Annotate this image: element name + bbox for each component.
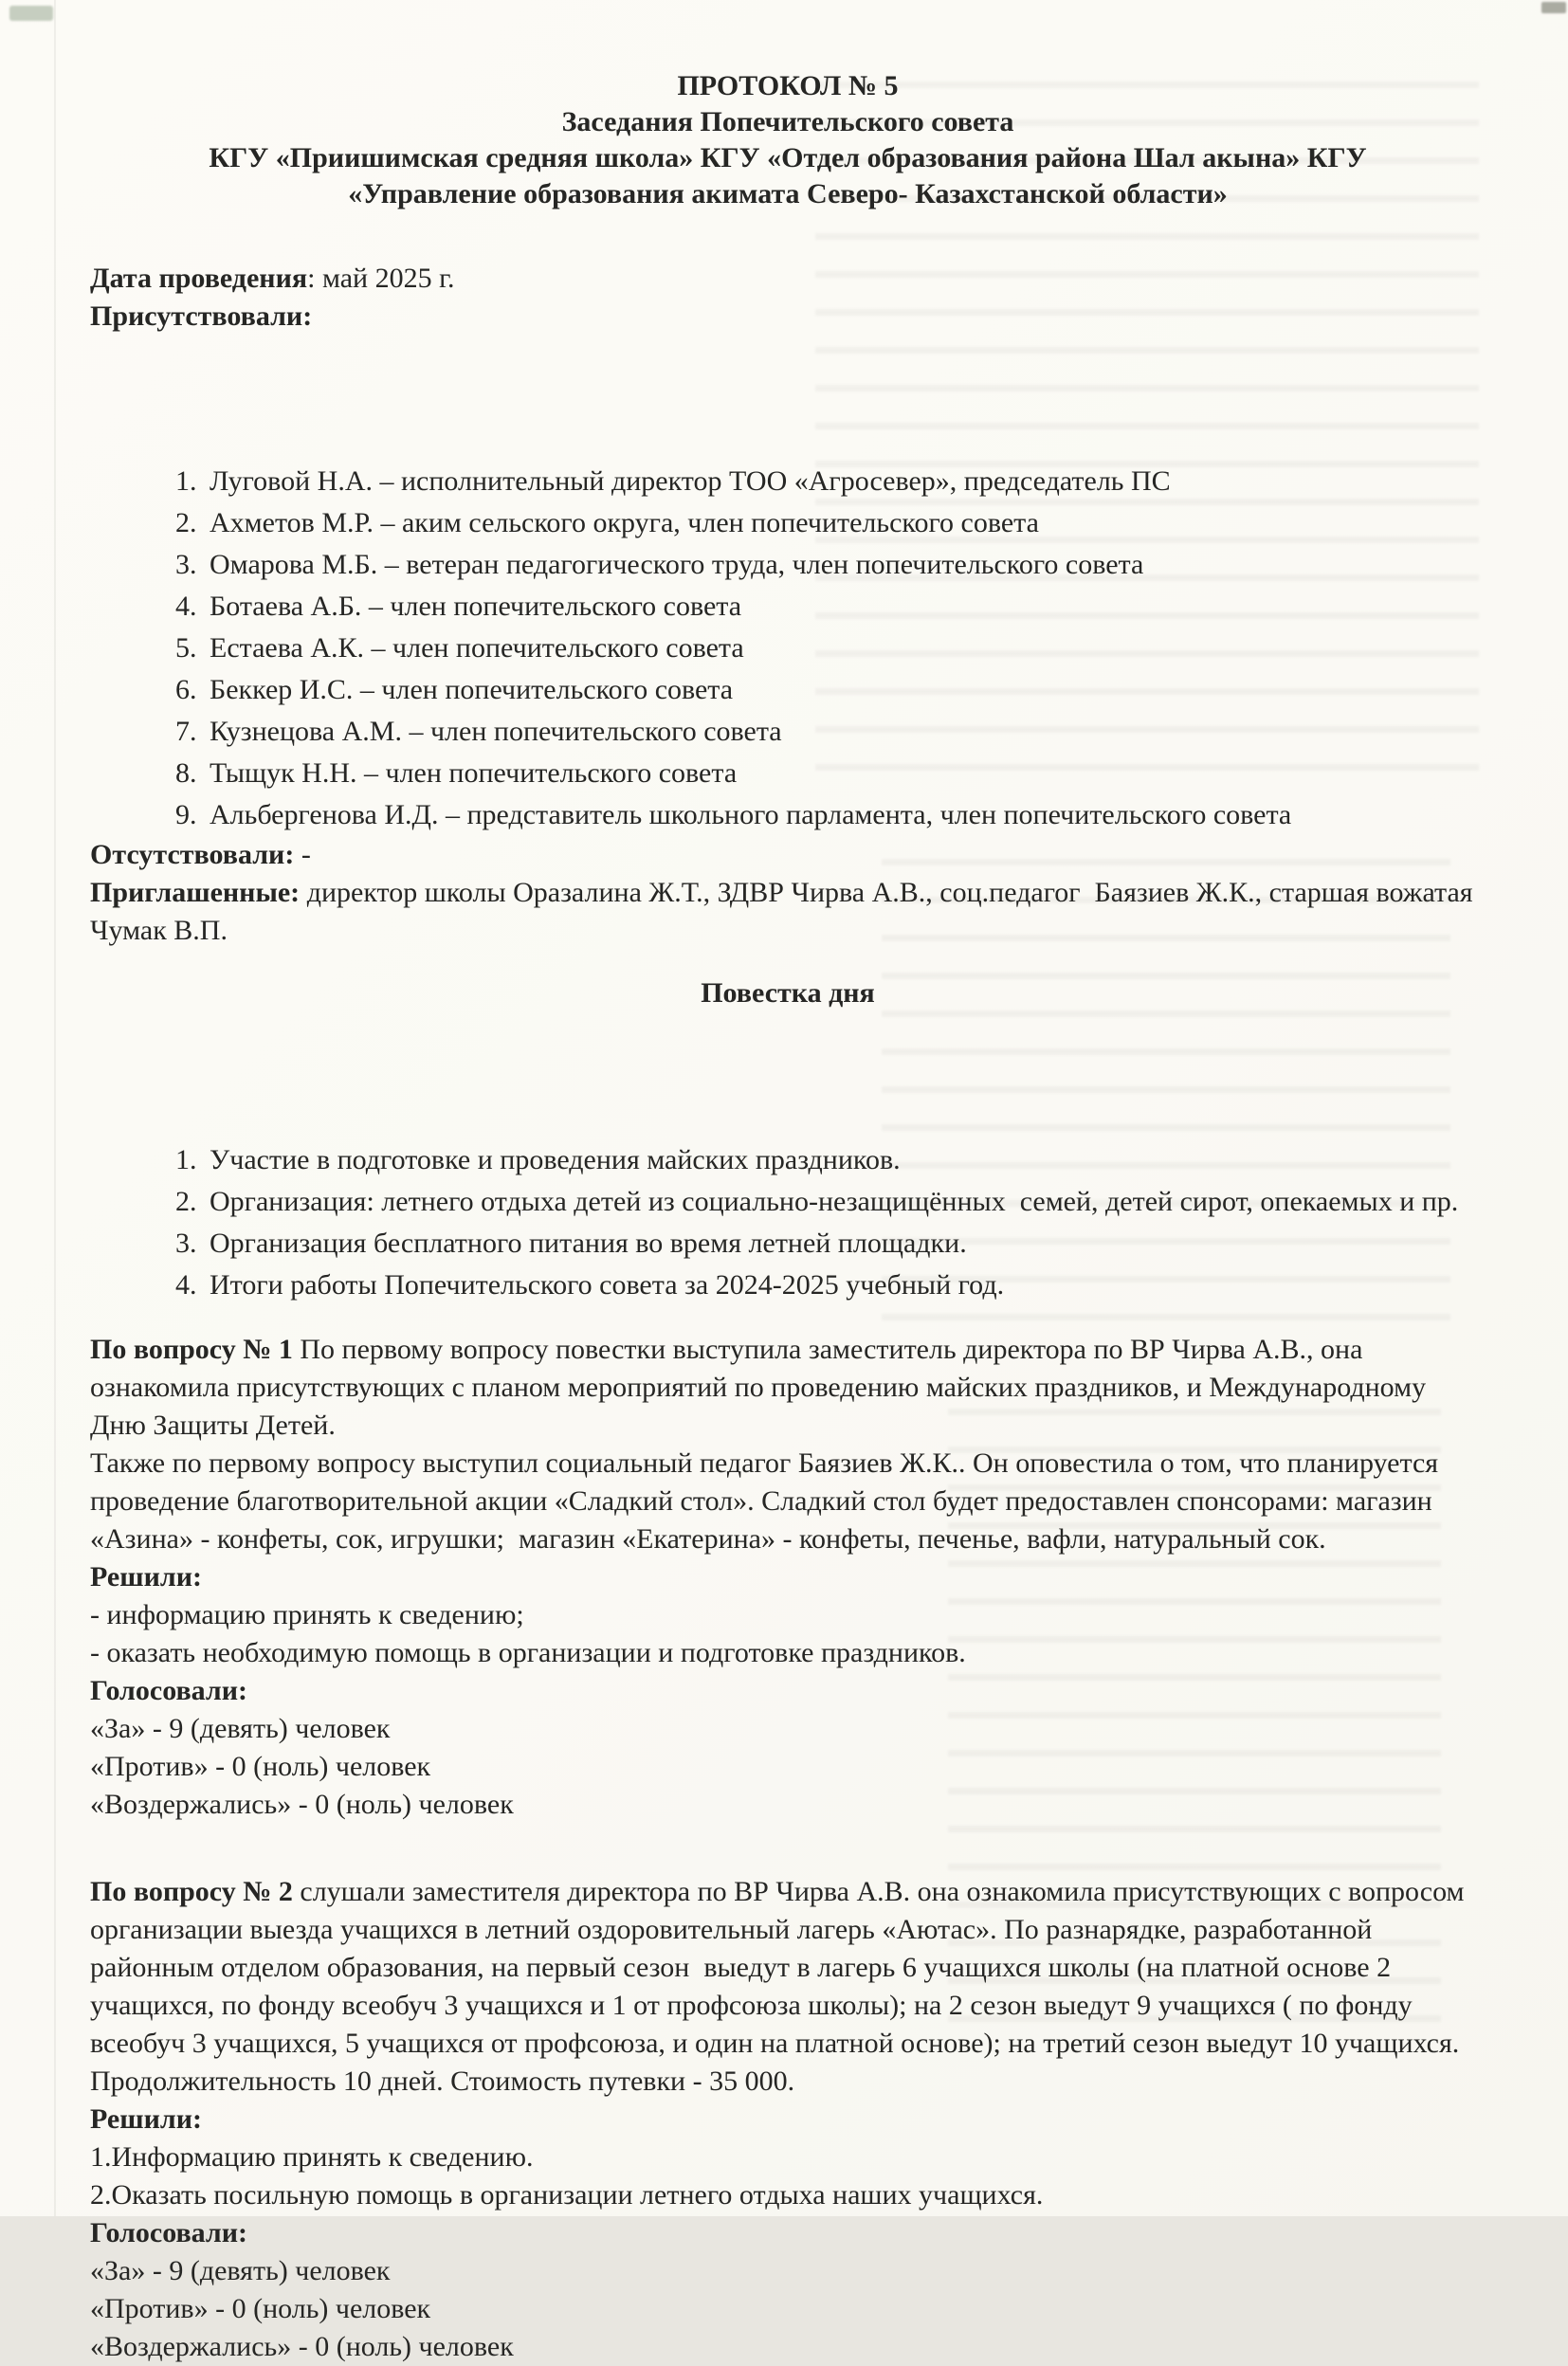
vote-line: «За» - 9 (девять) человек	[90, 1713, 391, 1744]
attendee-item: 1. Луговой Н.А. – исполнительный директор ТОО «Агросевер», председатель ПС	[204, 461, 1486, 502]
invited-label: Приглашенные:	[90, 877, 301, 908]
scan-edge-line	[54, 0, 56, 2216]
document-content	[90, 68, 1486, 2366]
attendee-item: 3. Омарова М.Б. – ветеран педагогического труда, член попечительского совета	[204, 544, 1486, 586]
question-2-voted-label: Голосовали:	[90, 2217, 248, 2248]
question-2-paragraph-1	[90, 1873, 1486, 2101]
question-1-resolutions	[90, 1596, 1486, 1672]
invited-line	[90, 874, 1486, 950]
question-1-voted-label: Голосовали:	[90, 1675, 248, 1706]
question-1-section	[90, 1331, 1486, 1824]
organization-line-1: КГУ «Приишимская средняя школа» КГУ «Отдел образования района Шал акына» КГУ	[209, 142, 1367, 173]
question-2-label: По вопросу № 2	[90, 1876, 293, 1907]
absent-label: Отсутствовали:	[90, 839, 295, 870]
attendee-item: 7. Кузнецова А.М. – член попечительского совета	[204, 711, 1486, 753]
date-label: Дата проведения	[90, 263, 308, 294]
resolution-line: 1.Информацию принять к сведению.	[90, 2141, 534, 2173]
present-label: Присутствовали:	[90, 300, 313, 332]
agenda-heading: Повестка дня	[701, 977, 875, 1009]
meta-section	[90, 260, 1486, 950]
scan-smudge-top-right	[1541, 2, 1566, 13]
question-1-paragraph-1	[90, 1331, 1486, 1445]
date-value: : май 2025 г.	[307, 263, 455, 294]
agenda-item: 1. Участие в подготовке и проведения майских праздников.	[204, 1139, 1486, 1181]
question-2-text: слушали заместителя директора по ВР Чирва А.В. она ознакомила присутствующих с вопросом организации выезда учащихся в летний оздоровительный лагерь «Аютас». По разнарядке, разработанной районным отделом образования, на первый сезон выедут в лагерь 6 учащихся школы (на платной основе 2 учащихся, по фонду всеобуч 3 учащихся и 1 от профсоюза школы); на 2 сезон выедут 9 учащихся ( по фонду всеобуч 3 учащихся, 5 учащихся от профсоюза, и один на платной основе); на третий сезон выедут 10 учащихся. Продолжительность 10 дней. Стоимость путевки - 35 000.	[90, 1876, 1471, 2097]
question-1-paragraph-2: Также по первому вопросу выступил социальный педагог Баязиев Ж.К.. Он оповестила о том, что планируется проведение благотворительной акции «Сладкий стол». Сладкий стол будет предоставлен спонсорами: магазин «Азина» - конфеты, сок, игрушки; магазин «Екатерина» - конфеты, печенье, вафли, натуральный сок.	[90, 1447, 1446, 1555]
resolution-line: - информацию принять к сведению;	[90, 1599, 524, 1630]
question-2-resolutions	[90, 2138, 1486, 2214]
attendee-item: 4. Ботаева А.Б. – член попечительского совета	[204, 586, 1486, 628]
attendee-item: 2. Ахметов М.Р. – аким сельского округа, член попечительского совета	[204, 502, 1486, 544]
scan-smudge-top-left	[9, 6, 53, 21]
agenda-section	[90, 973, 1486, 1306]
organization-line-2: «Управление образования акимата Северо- Казахстанской области»	[348, 178, 1228, 209]
attendee-item: 6. Беккер И.С. – член попечительского совета	[204, 669, 1486, 711]
question-2-resolved-label: Решили:	[90, 2103, 202, 2135]
resolution-line: - оказать необходимую помощь в организации и подготовке праздников.	[90, 1637, 966, 1668]
question-1-resolved-label: Решили:	[90, 1561, 202, 1592]
document-header	[90, 68, 1486, 212]
resolution-line: 2.Оказать посильную помощь в организации летнего отдыха наших учащихся.	[90, 2179, 1044, 2211]
agenda-item: 4. Итоги работы Попечительского совета за 2024-2025 учебный год.	[204, 1265, 1486, 1306]
agenda-item: 2. Организация: летнего отдыха детей из социально-незащищённых семей, детей сирот, опекаемых и пр.	[204, 1181, 1486, 1223]
absent-line	[90, 836, 1486, 874]
absent-value: -	[294, 839, 311, 870]
question-1-votes	[90, 1710, 1486, 1824]
question-2-section	[90, 1873, 1486, 2366]
attendees-list	[90, 336, 1486, 836]
agenda-list	[90, 1014, 1486, 1306]
vote-line: «Против» - 0 (ноль) человек	[90, 1751, 431, 1782]
date-line	[90, 260, 1486, 298]
vote-line: «За» - 9 (девять) человек	[90, 2255, 391, 2286]
attendee-item: 5. Естаева А.К. – член попечительского совета	[204, 628, 1486, 669]
invited-value: директор школы Оразалина Ж.Т., ЗДВР Чирва А.В., соц.педагог Баязиев Ж.К., старшая вожатая Чумак В.П.	[90, 877, 1481, 946]
vote-line: «Воздержались» - 0 (ноль) человек	[90, 2331, 514, 2362]
document-title: ПРОТОКОЛ № 5	[677, 70, 899, 101]
question-2-votes	[90, 2252, 1486, 2366]
vote-line: «Против» - 0 (ноль) человек	[90, 2293, 431, 2324]
question-1-label: По вопросу № 1	[90, 1334, 293, 1365]
attendee-item: 8. Тыщук Н.Н. – член попечительского совета	[204, 753, 1486, 794]
document-subtitle: Заседания Попечительского совета	[561, 106, 1014, 137]
vote-line: «Воздержались» - 0 (ноль) человек	[90, 1789, 514, 1820]
agenda-item: 3. Организация бесплатного питания во время летней площадки.	[204, 1223, 1486, 1265]
attendee-item: 9. Альбергенова И.Д. – представитель школьного парламента, член попечительского совета	[204, 794, 1486, 836]
question-1-text: По первому вопросу повестки выступила заместитель директора по ВР Чирва А.В., она ознакомила присутствующих с планом мероприятий по проведению майских праздников, и Международному Дню Защиты Детей.	[90, 1334, 1433, 1441]
